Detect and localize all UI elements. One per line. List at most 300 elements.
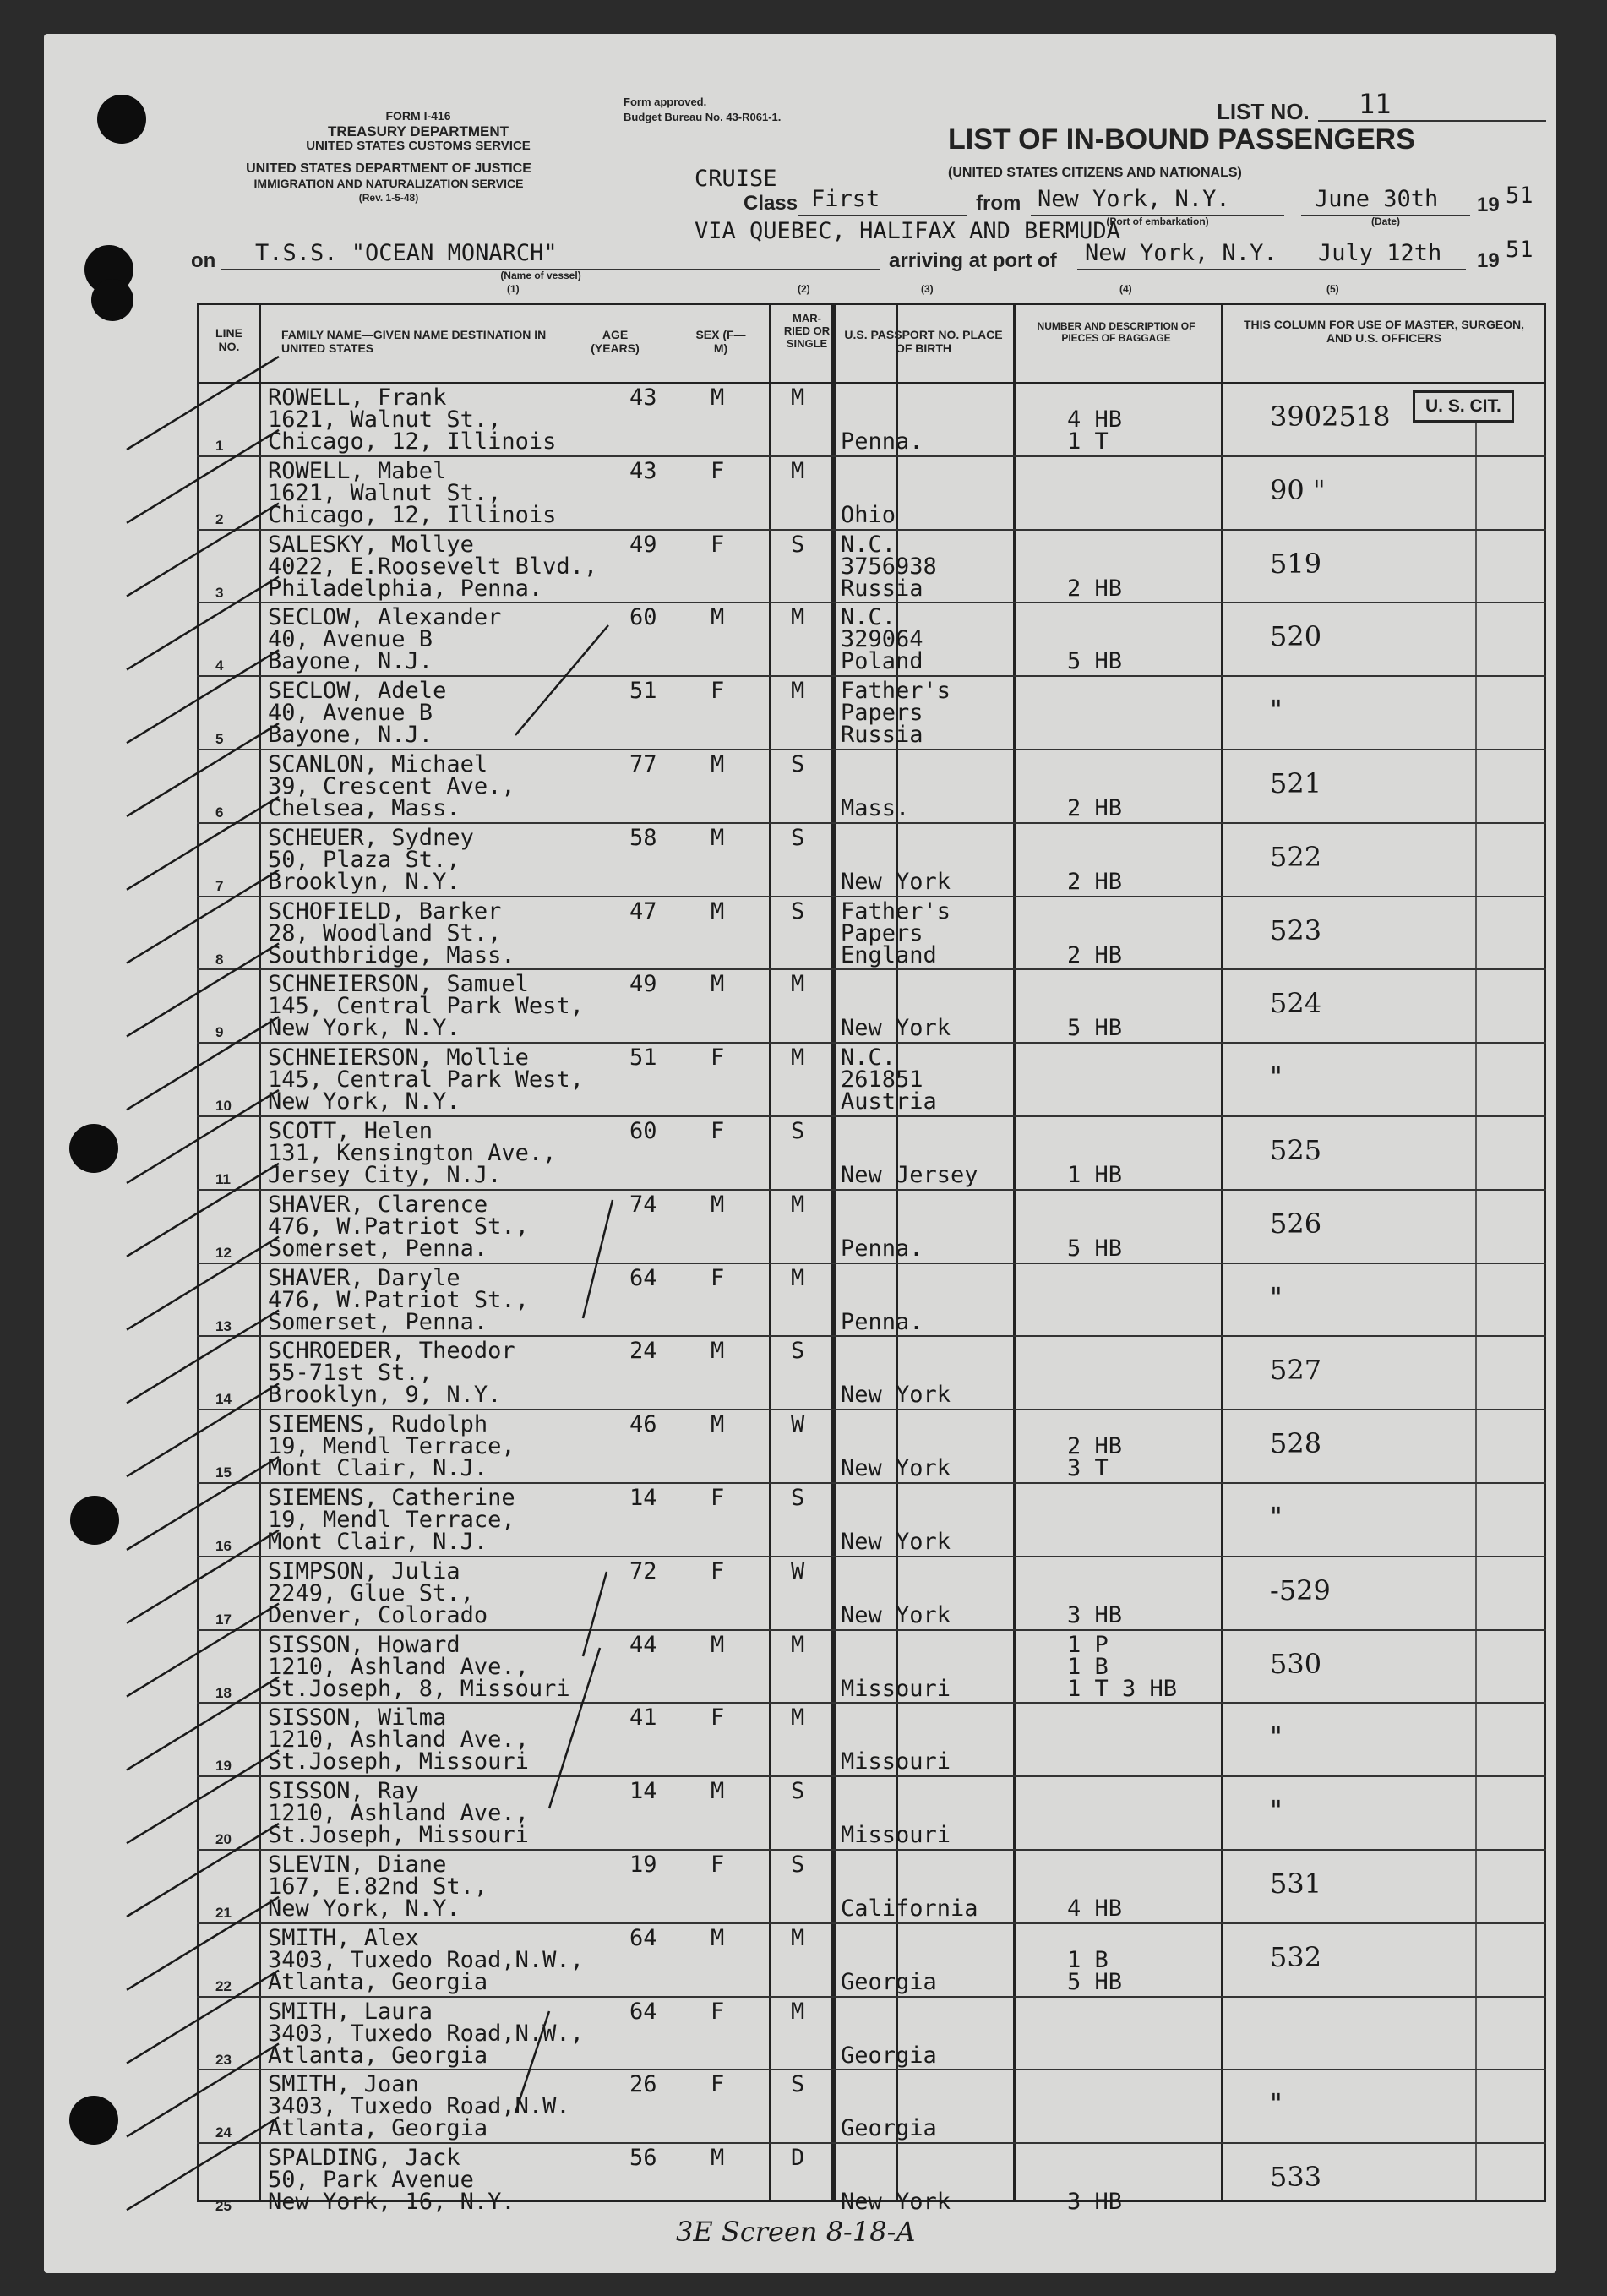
on-label: on xyxy=(191,249,216,272)
via-route: VIA QUEBEC, HALIFAX AND BERMUDA xyxy=(695,218,1120,244)
passenger-sex: F xyxy=(711,1704,725,1732)
line-number: 18 xyxy=(215,1684,232,1701)
budget-bureau: Budget Bureau No. 43-R061-1. xyxy=(624,111,782,123)
baggage-line-3: 2 HB xyxy=(1067,868,1123,895)
officer-entry: 524 xyxy=(1270,987,1322,1020)
address-line-2: Atlanta, Georgia xyxy=(268,2042,488,2069)
form-approved: Form approved. xyxy=(624,95,707,108)
header-sex: SEX (F—M) xyxy=(695,328,746,356)
officer-entry: " xyxy=(1270,694,1283,727)
marital-status: M xyxy=(791,1191,805,1218)
passenger-name: SALESKY, Mollye xyxy=(268,531,474,558)
check-stroke xyxy=(127,1824,279,1917)
passenger-name: SECLOW, Adele xyxy=(268,678,447,705)
address-line-2: Brooklyn, 9, N.Y. xyxy=(268,1382,502,1409)
place-of-birth: Missouri xyxy=(841,1748,951,1775)
line-number: 13 xyxy=(215,1317,232,1334)
passenger-sex: M xyxy=(711,824,725,851)
marital-status: M xyxy=(791,1924,805,1951)
place-of-birth: Ohio xyxy=(841,501,896,528)
passenger-age: 64 xyxy=(629,1924,657,1951)
line-number: 23 xyxy=(215,2051,232,2068)
form-revision: (Rev. 1-5-48) xyxy=(358,192,419,204)
address-line-2: Atlanta, Georgia xyxy=(268,1968,488,1995)
marital-status: S xyxy=(791,1778,805,1805)
passenger-sex: F xyxy=(711,457,725,484)
officer-entry: " xyxy=(1270,1061,1283,1093)
place-of-birth: Russia xyxy=(841,722,923,749)
passenger-age: 19 xyxy=(629,1852,657,1878)
officer-entry: 531 xyxy=(1270,1868,1322,1900)
officer-entry: " xyxy=(1270,2087,1283,2120)
address-line-1: 4022, E.Roosevelt Blvd., xyxy=(268,553,598,580)
address-line-1: 131, Kensington Ave., xyxy=(268,1140,557,1166)
address-line-1: 19, Mendl Terrace, xyxy=(268,1433,515,1460)
place-of-birth: Austria xyxy=(841,1088,937,1115)
baggage-line-3: 3 HB xyxy=(1067,1601,1123,1628)
justice-dept: UNITED STATES DEPARTMENT OF JUSTICE xyxy=(246,161,531,176)
passenger-age: 49 xyxy=(629,531,657,558)
officer-entry: -529 xyxy=(1270,1573,1331,1606)
line-number: 16 xyxy=(215,1538,232,1554)
from-label: from xyxy=(976,192,1021,215)
place-of-birth: Mass. xyxy=(841,795,910,821)
address-line-2: Atlanta, Georgia xyxy=(268,2115,488,2142)
officer-entry: 532 xyxy=(1270,1940,1322,1973)
passenger-name: SMITH, Joan xyxy=(268,2071,419,2098)
class-label: Class xyxy=(744,192,798,215)
address-line-1: 28, Woodland St., xyxy=(268,919,502,946)
check-stroke xyxy=(127,1383,279,1476)
departure-date: June 30th xyxy=(1315,186,1439,212)
passenger-name: SPALDING, Jack xyxy=(268,2145,460,2172)
col-num-1: (1) xyxy=(507,283,520,295)
address-line-2: New York, N.Y. xyxy=(268,1895,460,1922)
check-stroke xyxy=(127,797,279,890)
passenger-age: 51 xyxy=(629,1044,657,1072)
passenger-sex: M xyxy=(711,751,725,777)
marital-status: M xyxy=(791,1044,805,1072)
address-line-2: Bayone, N.J. xyxy=(268,648,433,675)
passport-line-2: 329064 xyxy=(841,626,923,653)
check-stroke xyxy=(127,1237,279,1330)
marital-status: S xyxy=(791,1118,805,1144)
passenger-name: SCHEUER, Sydney xyxy=(268,824,474,851)
line-number: 25 xyxy=(215,2198,232,2215)
address-line-1: 50, Park Avenue xyxy=(268,2167,474,2194)
check-stroke xyxy=(127,504,279,597)
marital-status: M xyxy=(791,971,805,998)
officer-entry: " xyxy=(1270,1280,1283,1313)
passenger-sex: F xyxy=(711,1485,725,1511)
address-line-1: 2249, Glue St., xyxy=(268,1579,474,1606)
passenger-age: 72 xyxy=(629,1557,657,1584)
place-of-birth: New York xyxy=(841,1601,951,1628)
marital-status: S xyxy=(791,824,805,851)
passenger-name: SISSON, Howard xyxy=(268,1631,460,1658)
place-of-birth: New York xyxy=(841,1529,951,1555)
place-of-birth: Georgia xyxy=(841,1968,937,1995)
passenger-age: 24 xyxy=(629,1338,657,1365)
marital-status: S xyxy=(791,1485,805,1511)
baggage-line-2: 2 HB xyxy=(1067,1433,1123,1460)
passenger-sex: M xyxy=(711,1338,725,1365)
line-number: 11 xyxy=(215,1171,231,1187)
form-subtitle: (UNITED STATES CITIZENS AND NATIONALS) xyxy=(948,166,1242,180)
address-line-2: Mont Clair, N.J. xyxy=(268,1455,488,1482)
line-number: 6 xyxy=(215,804,224,821)
place-of-birth: New York xyxy=(841,1015,951,1042)
line-number: 24 xyxy=(215,2124,232,2141)
check-stroke xyxy=(127,1750,279,1843)
baggage-line-3: 5 HB xyxy=(1067,1968,1123,1995)
passenger-age: 43 xyxy=(629,384,657,411)
address-line-1: 476, W.Patriot St., xyxy=(268,1213,529,1240)
officer-entry: 520 xyxy=(1270,620,1322,653)
marital-status: M xyxy=(791,604,805,631)
line-number: 19 xyxy=(215,1758,232,1775)
place-of-birth: England xyxy=(841,941,937,968)
passenger-age: 43 xyxy=(629,457,657,484)
passenger-name: ROWELL, Frank xyxy=(268,384,447,411)
vessel-name: T.S.S. "OCEAN MONARCH" xyxy=(255,240,558,266)
col-num-4: (4) xyxy=(1119,283,1132,295)
officer-entry: 526 xyxy=(1270,1207,1322,1240)
header-married: MAR-RIED OR SINGLE xyxy=(783,312,831,350)
passport-line-2: Papers xyxy=(841,700,923,727)
marital-status: M xyxy=(791,678,805,705)
passenger-name: SCHROEDER, Theodor xyxy=(268,1338,515,1365)
passenger-sex: M xyxy=(711,1411,725,1438)
year-prefix-1: 19 xyxy=(1477,194,1500,216)
officer-entry: 519 xyxy=(1270,547,1322,580)
place-of-birth: California xyxy=(841,1895,978,1922)
officer-entry: 522 xyxy=(1270,840,1322,873)
passenger-age: 77 xyxy=(629,751,657,777)
line-number: 4 xyxy=(215,657,224,674)
passenger-sex: M xyxy=(711,897,725,924)
form-title: LIST OF IN-BOUND PASSENGERS xyxy=(948,123,1415,155)
passenger-age: 74 xyxy=(629,1191,657,1218)
check-stroke xyxy=(127,2043,279,2136)
baggage-line-3: 2 HB xyxy=(1067,795,1123,821)
line-number: 14 xyxy=(215,1391,232,1408)
check-stroke xyxy=(127,943,279,1036)
officer-entry: " xyxy=(1270,1721,1283,1753)
officer-entry: 530 xyxy=(1270,1647,1322,1680)
passenger-sex: F xyxy=(711,1557,725,1584)
address-line-2: Denver, Colorado xyxy=(268,1601,488,1628)
passenger-name: SISSON, Ray xyxy=(268,1778,419,1805)
baggage-line-3: 2 HB xyxy=(1067,575,1123,602)
passenger-age: 56 xyxy=(629,2145,657,2172)
place-of-birth: Georgia xyxy=(841,2042,937,2069)
baggage-line-3: 3 T xyxy=(1067,1455,1109,1482)
officer-entry: 90 " xyxy=(1270,473,1326,506)
header-line-no: LINE NO. xyxy=(215,326,242,354)
passport-line-2: 3756938 xyxy=(841,553,937,580)
passenger-name: SMITH, Alex xyxy=(268,1924,419,1951)
check-stroke xyxy=(127,1457,279,1550)
address-line-2: Brooklyn, N.Y. xyxy=(268,868,460,895)
baggage-line-2: 1 B xyxy=(1067,1946,1109,1973)
col-num-2: (2) xyxy=(798,283,810,295)
line-number: 1 xyxy=(215,438,224,454)
line-number: 21 xyxy=(215,1905,232,1921)
passenger-name: SCHOFIELD, Barker xyxy=(268,897,502,924)
passenger-name: ROWELL, Mabel xyxy=(268,457,447,484)
arrival-date: July 12th xyxy=(1318,240,1442,266)
check-stroke xyxy=(127,2117,279,2210)
us-citizen-stamp: U. S. CIT. xyxy=(1413,390,1514,423)
line-number: 5 xyxy=(215,731,224,748)
check-stroke xyxy=(127,1677,279,1770)
header-age: AGE (YEARS) xyxy=(591,328,640,356)
check-stroke xyxy=(127,1017,279,1110)
passenger-sex: F xyxy=(711,2071,725,2098)
passenger-sex: M xyxy=(711,1924,725,1951)
address-line-2: New York, N.Y. xyxy=(268,1088,460,1115)
passport-line-2: Papers xyxy=(841,919,923,946)
baggage-line-1: 1 P xyxy=(1067,1631,1109,1658)
header-name: FAMILY NAME—GIVEN NAME DESTINATION IN UNITED STATES xyxy=(281,328,547,356)
port-caption: (Port of embarkation) xyxy=(1106,215,1209,227)
officer-entry: 525 xyxy=(1270,1134,1322,1166)
passenger-sex: M xyxy=(711,1631,725,1658)
check-stroke xyxy=(127,650,279,743)
passport-line-1: N.C. xyxy=(841,531,896,558)
passenger-age: 41 xyxy=(629,1704,657,1732)
line-number: 3 xyxy=(215,584,224,601)
passenger-age: 58 xyxy=(629,824,657,851)
baggage-line-2: 1 B xyxy=(1067,1653,1109,1680)
footer-handwritten-note: 3E Screen 8-18-A xyxy=(676,2216,916,2248)
passenger-name: SHAVER, Clarence xyxy=(268,1191,488,1218)
marital-status: D xyxy=(791,2145,805,2172)
baggage-line-2: 4 HB xyxy=(1067,406,1123,433)
passport-line-1: Father's xyxy=(841,897,951,924)
officer-entry: 521 xyxy=(1270,767,1322,799)
place-of-birth: Russia xyxy=(841,575,923,602)
place-of-birth: New York xyxy=(841,1455,951,1482)
officer-entry: 3902518 xyxy=(1270,401,1391,433)
list-no: 11 xyxy=(1359,88,1392,120)
from-value: New York, N.Y. xyxy=(1038,186,1230,212)
check-stroke xyxy=(127,576,279,669)
address-line-1: 50, Plaza St., xyxy=(268,846,460,873)
line-number: 9 xyxy=(215,1024,224,1041)
address-line-2: Somerset, Penna. xyxy=(268,1235,488,1262)
baggage-line-3: 2 HB xyxy=(1067,941,1123,968)
marital-status: S xyxy=(791,751,805,777)
baggage-line-3: 5 HB xyxy=(1067,1015,1123,1042)
bracket-stroke xyxy=(515,625,608,735)
passenger-age: 44 xyxy=(629,1631,657,1658)
passenger-name: SCHNEIERSON, Mollie xyxy=(268,1044,529,1072)
place-of-birth: Missouri xyxy=(841,1675,951,1702)
marital-status: M xyxy=(791,1264,805,1291)
passenger-age: 14 xyxy=(629,1485,657,1511)
vessel-caption: (Name of vessel) xyxy=(500,270,581,281)
passenger-name: SCANLON, Michael xyxy=(268,751,488,777)
address-line-2: St.Joseph, Missouri xyxy=(268,1748,529,1775)
baggage-line-3: 5 HB xyxy=(1067,648,1123,675)
passenger-name: SIEMENS, Catherine xyxy=(268,1485,515,1511)
list-no-label: LIST NO. xyxy=(1217,99,1310,124)
marital-status: M xyxy=(791,1631,805,1658)
passenger-age: 14 xyxy=(629,1778,657,1805)
header-officers: THIS COLUMN FOR USE OF MASTER, SURGEON, AND U.S. OFFICERS xyxy=(1243,318,1525,346)
line-number: 12 xyxy=(215,1244,232,1261)
header-passport: U.S. PASSPORT NO. PLACE OF BIRTH xyxy=(844,328,1003,356)
address-line-1: 39, Crescent Ave., xyxy=(268,773,515,799)
check-stroke xyxy=(127,1604,279,1697)
marital-status: S xyxy=(791,531,805,558)
bracket-stroke xyxy=(549,1648,600,1808)
place-of-birth: Georgia xyxy=(841,2115,937,2142)
address-line-2: Chicago, 12, Illinois xyxy=(268,428,557,455)
passenger-name: SCHNEIERSON, Samuel xyxy=(268,971,529,998)
address-line-1: 3403, Tuxedo Road,N.W. xyxy=(268,2093,570,2120)
officer-entry: " xyxy=(1270,1794,1283,1827)
baggage-line-3: 1 T 3 HB xyxy=(1067,1675,1178,1702)
place-of-birth: Penna. xyxy=(841,428,923,455)
col-num-5: (5) xyxy=(1326,283,1339,295)
check-stroke xyxy=(127,870,279,963)
place-of-birth: New York xyxy=(841,2189,951,2216)
arrival-port: New York, N.Y. xyxy=(1085,240,1277,266)
form-number: FORM I-416 xyxy=(385,109,451,123)
passport-line-2: 261851 xyxy=(841,1066,923,1093)
passenger-age: 47 xyxy=(629,897,657,924)
address-line-2: Chicago, 12, Illinois xyxy=(268,501,557,528)
address-line-1: 167, E.82nd St., xyxy=(268,1873,488,1900)
address-line-1: 40, Avenue B xyxy=(268,626,433,653)
customs-service: UNITED STATES CUSTOMS SERVICE xyxy=(306,139,531,153)
check-stroke xyxy=(127,1530,279,1623)
address-line-1: 1621, Walnut St., xyxy=(268,406,502,433)
passenger-sex: F xyxy=(711,1264,725,1291)
arriving-label: arriving at port of xyxy=(889,249,1057,272)
address-line-1: 1621, Walnut St., xyxy=(268,479,502,506)
marital-status: S xyxy=(791,2071,805,2098)
baggage-line-3: 3 HB xyxy=(1067,2189,1123,2216)
place-of-birth: Poland xyxy=(841,648,923,675)
address-line-1: 1210, Ashland Ave., xyxy=(268,1800,529,1827)
place-of-birth: New York xyxy=(841,1382,951,1409)
passenger-age: 64 xyxy=(629,1264,657,1291)
passenger-age: 46 xyxy=(629,1411,657,1438)
passenger-name: SCOTT, Helen xyxy=(268,1118,433,1144)
bracket-stroke xyxy=(515,2011,549,2113)
passport-line-1: Father's xyxy=(841,678,951,705)
baggage-line-3: 5 HB xyxy=(1067,1235,1123,1262)
baggage-line-3: 4 HB xyxy=(1067,1895,1123,1922)
address-line-1: 145, Central Park West, xyxy=(268,1066,584,1093)
passenger-sex: M xyxy=(711,971,725,998)
address-line-1: 3403, Tuxedo Road,N.W., xyxy=(268,2020,584,2047)
passenger-sex: M xyxy=(711,1191,725,1218)
check-stroke xyxy=(127,430,279,523)
check-stroke xyxy=(127,1971,279,2064)
passenger-sex: M xyxy=(711,604,725,631)
address-line-1: 1210, Ashland Ave., xyxy=(268,1653,529,1680)
check-stroke xyxy=(127,1090,279,1183)
address-line-1: 3403, Tuxedo Road,N.W., xyxy=(268,1946,584,1973)
address-line-1: 19, Mendl Terrace, xyxy=(268,1507,515,1533)
passenger-age: 60 xyxy=(629,1118,657,1144)
passenger-name: SIEMENS, Rudolph xyxy=(268,1411,488,1438)
address-line-1: 40, Avenue B xyxy=(268,700,433,727)
place-of-birth: New Jersey xyxy=(841,1162,978,1188)
passenger-sex: F xyxy=(711,531,725,558)
year-prefix-2: 19 xyxy=(1477,249,1500,272)
passenger-name: SISSON, Wilma xyxy=(268,1704,447,1732)
place-of-birth: Missouri xyxy=(841,1822,951,1849)
officer-entry: 533 xyxy=(1270,2161,1322,2194)
line-number: 20 xyxy=(215,1831,232,1848)
passenger-sex: F xyxy=(711,678,725,705)
place-of-birth: Penna. xyxy=(841,1308,923,1335)
check-stroke xyxy=(127,1897,279,1990)
departure-year: 51 xyxy=(1506,183,1533,209)
ins-service: IMMIGRATION AND NATURALIZATION SERVICE xyxy=(253,177,524,190)
header-baggage: NUMBER AND DESCRIPTION OF PIECES OF BAGGAGE xyxy=(1037,320,1196,344)
officer-entry: 527 xyxy=(1270,1354,1322,1387)
marital-status: S xyxy=(791,897,805,924)
passenger-name: SIMPSON, Julia xyxy=(268,1557,460,1584)
officer-entry: 523 xyxy=(1270,913,1322,946)
passenger-sex: M xyxy=(711,2145,725,2172)
passenger-sex: F xyxy=(711,1998,725,2025)
passenger-name: SMITH, Laura xyxy=(268,1998,433,2025)
class-value: First xyxy=(811,186,880,212)
line-number: 8 xyxy=(215,951,224,968)
check-stroke xyxy=(127,357,279,450)
passport-line-1: N.C. xyxy=(841,604,896,631)
passenger-sex: M xyxy=(711,384,725,411)
passenger-name: SECLOW, Alexander xyxy=(268,604,502,631)
bracket-stroke xyxy=(583,1572,607,1656)
marital-status: W xyxy=(791,1411,805,1438)
line-number: 17 xyxy=(215,1611,232,1628)
line-number: 22 xyxy=(215,1977,232,1994)
cruise-label: CRUISE xyxy=(695,166,777,192)
address-line-1: 55-71st St., xyxy=(268,1360,433,1387)
address-line-2: New York, 16, N.Y. xyxy=(268,2189,515,2216)
address-line-1: 145, Central Park West, xyxy=(268,993,584,1020)
passenger-age: 64 xyxy=(629,1998,657,2025)
place-of-birth: Penna. xyxy=(841,1235,923,1262)
line-number: 7 xyxy=(215,877,224,894)
passenger-age: 51 xyxy=(629,678,657,705)
passenger-age: 26 xyxy=(629,2071,657,2098)
passenger-sex: M xyxy=(711,1778,725,1805)
address-line-2: Jersey City, N.J. xyxy=(268,1162,502,1188)
passenger-sex: F xyxy=(711,1044,725,1072)
address-line-2: Somerset, Penna. xyxy=(268,1308,488,1335)
address-line-2: Bayone, N.J. xyxy=(268,722,433,749)
address-line-1: 476, W.Patriot St., xyxy=(268,1286,529,1313)
marital-status: M xyxy=(791,1704,805,1732)
address-line-2: Mont Clair, N.J. xyxy=(268,1529,488,1555)
passenger-sex: F xyxy=(711,1852,725,1878)
place-of-birth: New York xyxy=(841,868,951,895)
passenger-name: SHAVER, Daryle xyxy=(268,1264,460,1291)
passenger-age: 49 xyxy=(629,971,657,998)
address-line-2: Chelsea, Mass. xyxy=(268,795,460,821)
col-num-3: (3) xyxy=(921,283,934,295)
